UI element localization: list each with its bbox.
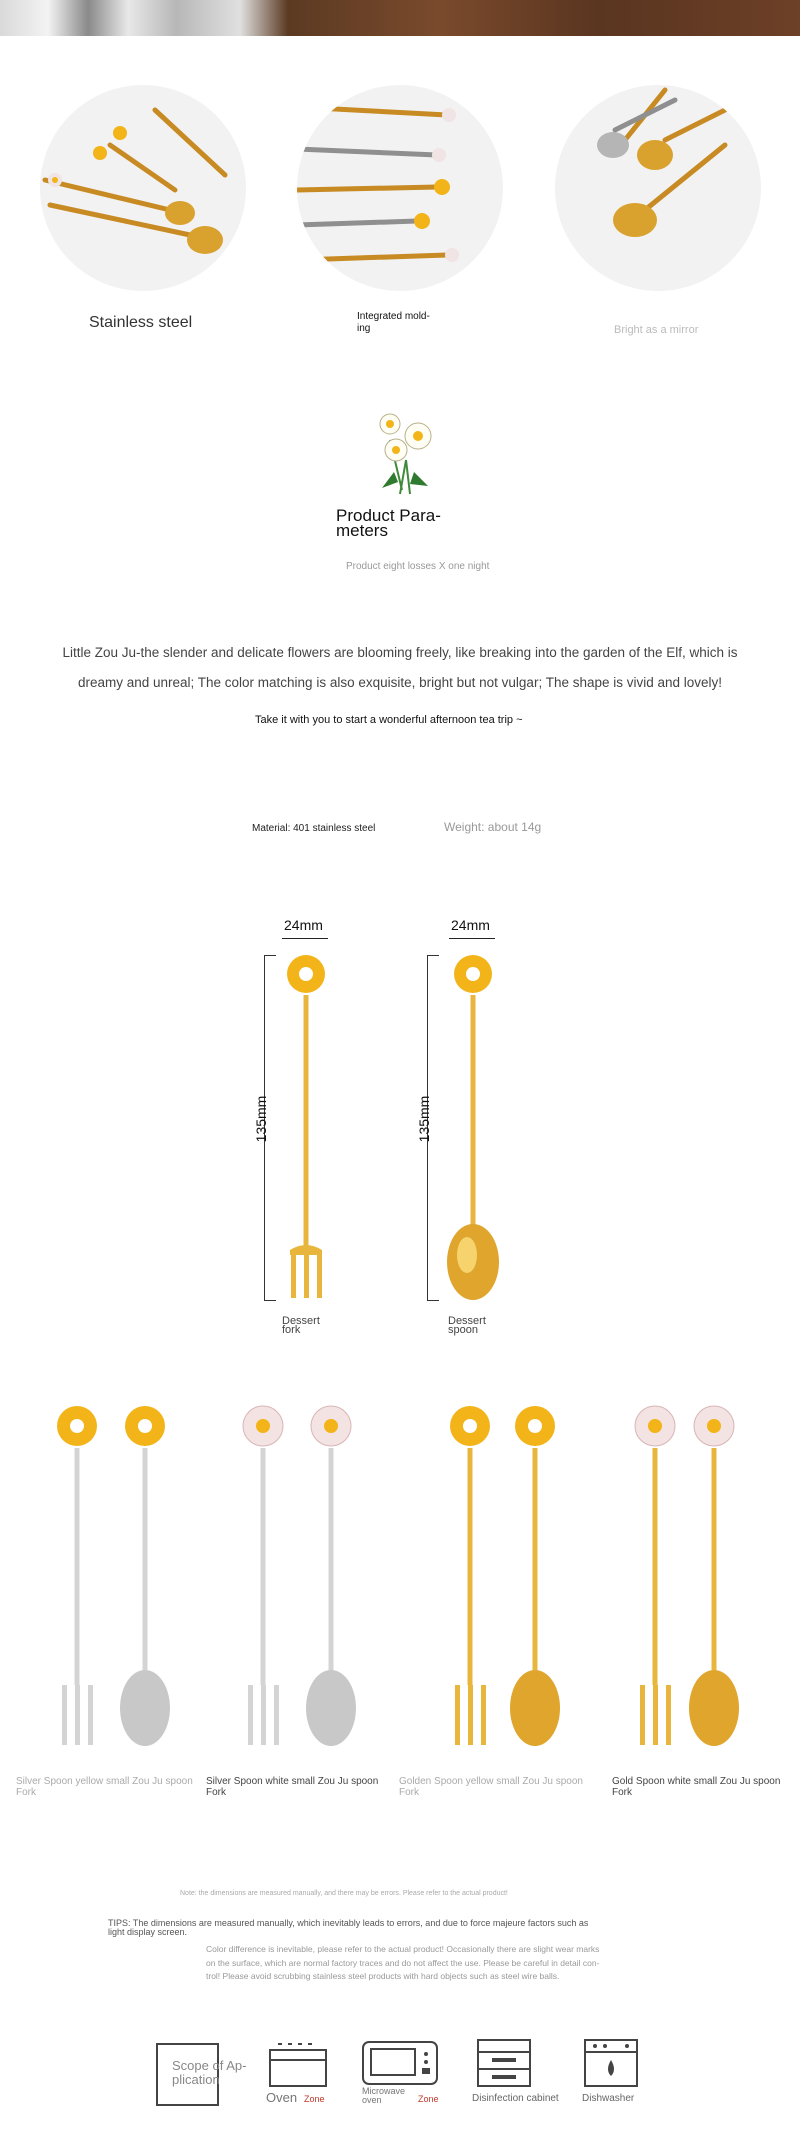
variant-name-line: Fork: [206, 1787, 226, 1798]
spoon-name: [448, 1317, 486, 1335]
color-note-line: trol! Please avoid scrubbing stainless steel products with hard objects such as steel wire balls.: [206, 1971, 560, 1981]
variant-name-line: Fork: [399, 1787, 419, 1798]
params-subtitle: Product eight losses X one night: [346, 561, 490, 572]
feature-image-molding: [297, 85, 503, 291]
measurement-note: Note: the dimensions are measured manually, and there may be errors. Please refer to the actual product!: [180, 1890, 508, 1897]
description-text: [40, 638, 760, 698]
params-title: [336, 508, 441, 538]
feature-caption-molding: [357, 311, 430, 335]
microwave-label-line: Microwave: [362, 2086, 406, 2096]
description-line: dreamy and unreal; The color matching is also exquisite, bright but not vulgar; The shape is vivid and lovely!: [77, 675, 723, 690]
microwave-label: [362, 2087, 405, 2105]
feature-caption-stainless: Stainless steel: [89, 314, 193, 331]
oven-label: Oven: [266, 2090, 298, 2105]
dessert-spoon-image: [445, 950, 505, 1310]
feature-caption-line: Integrated mold-: [357, 311, 430, 322]
fork-name-line: fork: [282, 1324, 301, 1336]
variant-name: [612, 1776, 780, 1798]
variant-name-line: Gold Spoon white small Zou Ju spoon: [612, 1776, 781, 1787]
variant-name: [206, 1776, 378, 1798]
material-spec: Material: 401 stainless steel: [252, 823, 376, 834]
spoon-name-line: Dessert: [448, 1315, 486, 1327]
oven-icon: [268, 2040, 328, 2093]
disinfection-cabinet-label: Disinfection cabinet: [472, 2093, 559, 2104]
variant-name: [16, 1776, 193, 1798]
fork-width-line: [282, 938, 328, 939]
variant-image-gold-yellow: [443, 1400, 573, 1765]
color-note-line: on the surface, which are normal factory traces and do not affect the use. Please be careful in detail con-: [206, 1957, 600, 1968]
variant-name-line: Silver Spoon white small Zou Ju spoon: [206, 1776, 379, 1787]
dishwasher-icon: [583, 2038, 641, 2095]
feature-caption-line: ing: [357, 323, 371, 334]
description-line: Little Zou Ju-the slender and delicate flowers are blooming freely, like breaking into the garden of the Elf, which is: [62, 645, 738, 660]
weight-spec: Weight: about 14g: [444, 820, 542, 834]
feature-caption-mirror: Bright as a mirror: [614, 324, 699, 336]
color-difference-text: [206, 1943, 599, 1984]
spoon-name-line: spoon: [448, 1324, 478, 1336]
fork-length-label: 135mm: [253, 1095, 269, 1143]
scope-title-line: Scope of Ap-: [172, 2058, 247, 2073]
variant-name-line: Fork: [16, 1787, 36, 1798]
fork-name: [282, 1317, 320, 1335]
tips-text: [108, 1919, 588, 1937]
spoon-length-label: 135mm: [416, 1095, 432, 1143]
disinfection-cabinet-icon: [476, 2038, 534, 2095]
microwave-zone-label: Zone: [418, 2094, 439, 2104]
feature-image-mirror: [555, 85, 761, 291]
dishwasher-label: Dishwasher: [582, 2093, 635, 2104]
scope-title: [172, 2059, 246, 2087]
variant-image-gold-white: [628, 1400, 758, 1765]
tips-line: TIPS: The dimensions are measured manually, which inevitably leads to errors, and due to force majeure factors such as: [108, 1918, 589, 1928]
dessert-fork-image: [280, 950, 334, 1310]
variant-name-line: Fork: [612, 1787, 632, 1798]
variant-name-line: Golden Spoon yellow small Zou Ju spoon: [399, 1776, 583, 1787]
color-note-line: Color difference is inevitable, please refer to the actual product! Occasionally there are slight wear marks: [206, 1944, 600, 1954]
tips-line: light display screen.: [108, 1927, 188, 1937]
fork-width-label: 24mm: [284, 917, 323, 933]
variant-name-line: Silver Spoon yellow small Zou Ju spoon: [16, 1776, 193, 1787]
feature-image-stainless: [40, 85, 246, 291]
scope-title-line: plication: [172, 2072, 220, 2087]
top-banner-image: [0, 0, 800, 36]
variant-image-silver-white: [236, 1400, 366, 1765]
params-title-line: meters: [336, 521, 388, 540]
spoon-width-label: 24mm: [451, 917, 490, 933]
spoon-width-line: [449, 938, 495, 939]
tagline: Take it with you to start a wonderful afternoon tea trip ~: [255, 714, 523, 726]
fork-name-line: Dessert: [282, 1315, 320, 1327]
microwave-label-line: oven: [362, 2095, 382, 2105]
variant-image-silver-yellow: [50, 1400, 180, 1765]
params-title-line: Product Para-: [336, 506, 441, 525]
daisy-bouquet-icon: [372, 410, 440, 501]
oven-zone-label: Zone: [304, 2094, 325, 2104]
variant-name: [399, 1776, 583, 1798]
